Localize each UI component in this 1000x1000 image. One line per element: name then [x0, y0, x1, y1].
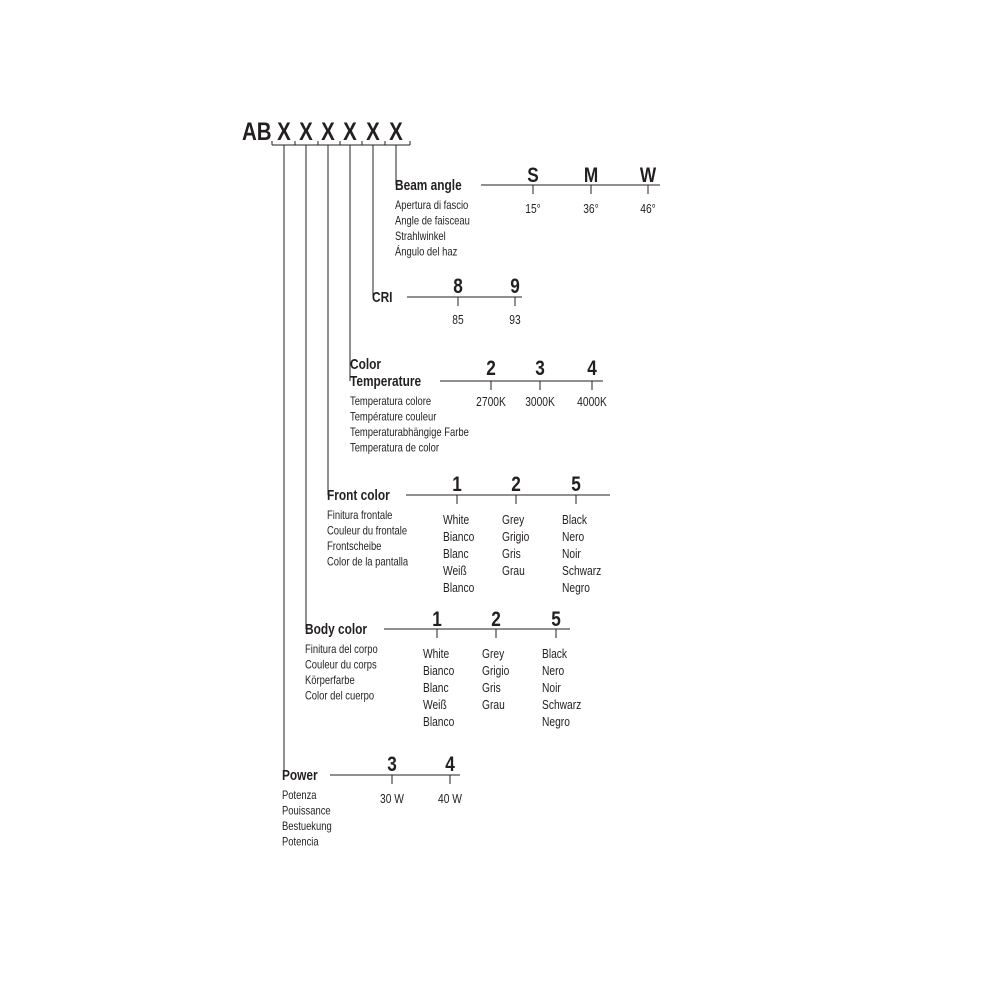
option-code-color-temperature: 3 [535, 357, 545, 381]
option-code-beam-angle: W [639, 164, 657, 188]
option-label-cri: 93 [509, 314, 521, 328]
option-label-front-color: White [443, 514, 470, 528]
option-label-body-color: Weiß [423, 699, 447, 713]
section-title-beam-angle: Beam angle [395, 176, 462, 194]
option-code-color-temperature: 4 [587, 357, 597, 381]
section-translation-power: Potenza [282, 789, 317, 803]
option-label-body-color: Noir [542, 682, 561, 696]
option-label-body-color: Schwarz [542, 699, 582, 713]
section-translation-color-temperature: Temperaturabhängige Farbe [350, 426, 469, 440]
option-code-power: 3 [387, 753, 397, 777]
option-label-power: 30 W [380, 793, 404, 807]
option-label-body-color: Black [542, 648, 568, 662]
option-label-body-color: Blanco [423, 716, 455, 730]
option-label-front-color: Grau [502, 565, 525, 579]
option-label-cri: 85 [452, 314, 464, 328]
code-placeholder: X [321, 117, 335, 146]
option-label-front-color: Weiß [443, 565, 467, 579]
section-translation-front-color: Finitura frontale [327, 509, 393, 523]
section-translation-color-temperature: Température couleur [350, 410, 437, 424]
option-label-body-color: Grau [482, 699, 505, 713]
section-translation-body-color: Körperfarbe [305, 674, 355, 688]
option-label-body-color: White [423, 648, 450, 662]
option-code-power: 4 [445, 753, 455, 777]
section-translation-power: Pouissance [282, 804, 331, 818]
section-translation-body-color: Couleur du corps [305, 658, 377, 672]
section-title-color-temperature: Temperature [350, 372, 422, 390]
option-label-front-color: Grey [502, 514, 525, 528]
section-title-color-temperature: Color [350, 355, 382, 373]
section-translation-front-color: Color de la pantalla [327, 555, 409, 569]
option-code-beam-angle: S [527, 164, 539, 188]
option-label-front-color: Noir [562, 548, 581, 562]
section-title-body-color: Body color [305, 620, 368, 638]
section-translation-beam-angle: Apertura di fascio [395, 199, 469, 213]
option-label-color-temperature: 3000K [525, 396, 555, 410]
section-translation-power: Potencia [282, 835, 319, 849]
option-label-front-color: Blanc [443, 548, 469, 562]
option-code-beam-angle: M [583, 164, 599, 188]
option-code-body-color: 2 [491, 608, 501, 632]
option-label-power: 40 W [438, 793, 462, 807]
section-translation-body-color: Color del cuerpo [305, 689, 375, 703]
option-label-body-color: Grigio [482, 665, 510, 679]
option-label-beam-angle: 15° [525, 203, 541, 217]
option-label-color-temperature: 4000K [577, 396, 607, 410]
option-code-body-color: 5 [551, 608, 561, 632]
connector-lines [272, 141, 660, 784]
section-translation-color-temperature: Temperatura colore [350, 395, 432, 409]
section-translation-front-color: Couleur du frontale [327, 524, 408, 538]
option-label-front-color: Negro [562, 582, 590, 596]
code-placeholder: X [366, 117, 380, 146]
code-placeholder: X [277, 117, 291, 146]
code-placeholder: X [343, 117, 357, 146]
option-label-front-color: Bianco [443, 531, 475, 545]
option-code-front-color: 1 [452, 473, 462, 497]
section-translation-beam-angle: Ángulo del haz [395, 245, 458, 259]
code-prefix: AB [242, 117, 272, 146]
section-title-power: Power [282, 766, 318, 784]
section-title-front-color: Front color [327, 486, 390, 504]
option-label-beam-angle: 46° [640, 203, 656, 217]
section-translation-body-color: Finitura del corpo [305, 643, 378, 657]
option-code-front-color: 5 [571, 473, 581, 497]
option-label-body-color: Gris [482, 682, 501, 696]
option-code-front-color: 2 [511, 473, 521, 497]
code-placeholder: X [299, 117, 313, 146]
option-label-front-color: Gris [502, 548, 521, 562]
section-translation-beam-angle: Strahlwinkel [395, 230, 446, 244]
section-translation-color-temperature: Temperatura de color [350, 441, 439, 455]
option-label-body-color: Negro [542, 716, 570, 730]
option-label-body-color: Blanc [423, 682, 449, 696]
option-code-color-temperature: 2 [486, 357, 496, 381]
option-label-color-temperature: 2700K [476, 396, 506, 410]
section-translation-beam-angle: Angle de faisceau [395, 214, 470, 228]
code-placeholder: X [389, 117, 403, 146]
option-code-cri: 9 [510, 275, 520, 299]
option-label-front-color: Schwarz [562, 565, 602, 579]
option-code-body-color: 1 [432, 608, 442, 632]
option-label-body-color: Grey [482, 648, 505, 662]
option-label-beam-angle: 36° [583, 203, 599, 217]
option-label-body-color: Nero [542, 665, 565, 679]
option-label-front-color: Nero [562, 531, 585, 545]
section-title-cri: CRI [372, 288, 393, 306]
option-label-body-color: Bianco [423, 665, 455, 679]
option-label-front-color: Black [562, 514, 588, 528]
diagram-labels [242, 117, 657, 849]
option-label-front-color: Blanco [443, 582, 475, 596]
section-translation-power: Bestuekung [282, 820, 332, 834]
section-translation-front-color: Frontscheibe [327, 540, 382, 554]
option-label-front-color: Grigio [502, 531, 530, 545]
option-code-cri: 8 [453, 275, 463, 299]
